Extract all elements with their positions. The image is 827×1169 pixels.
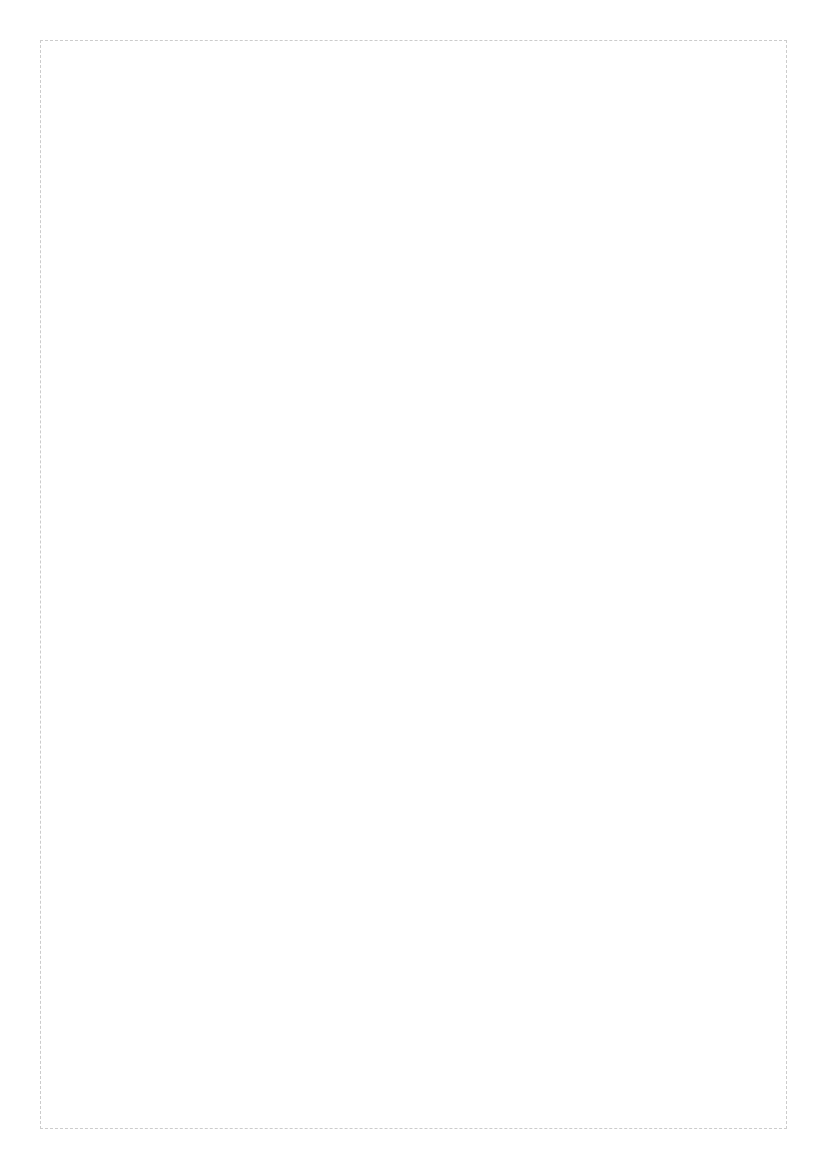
placeholder (40, 40, 787, 1129)
